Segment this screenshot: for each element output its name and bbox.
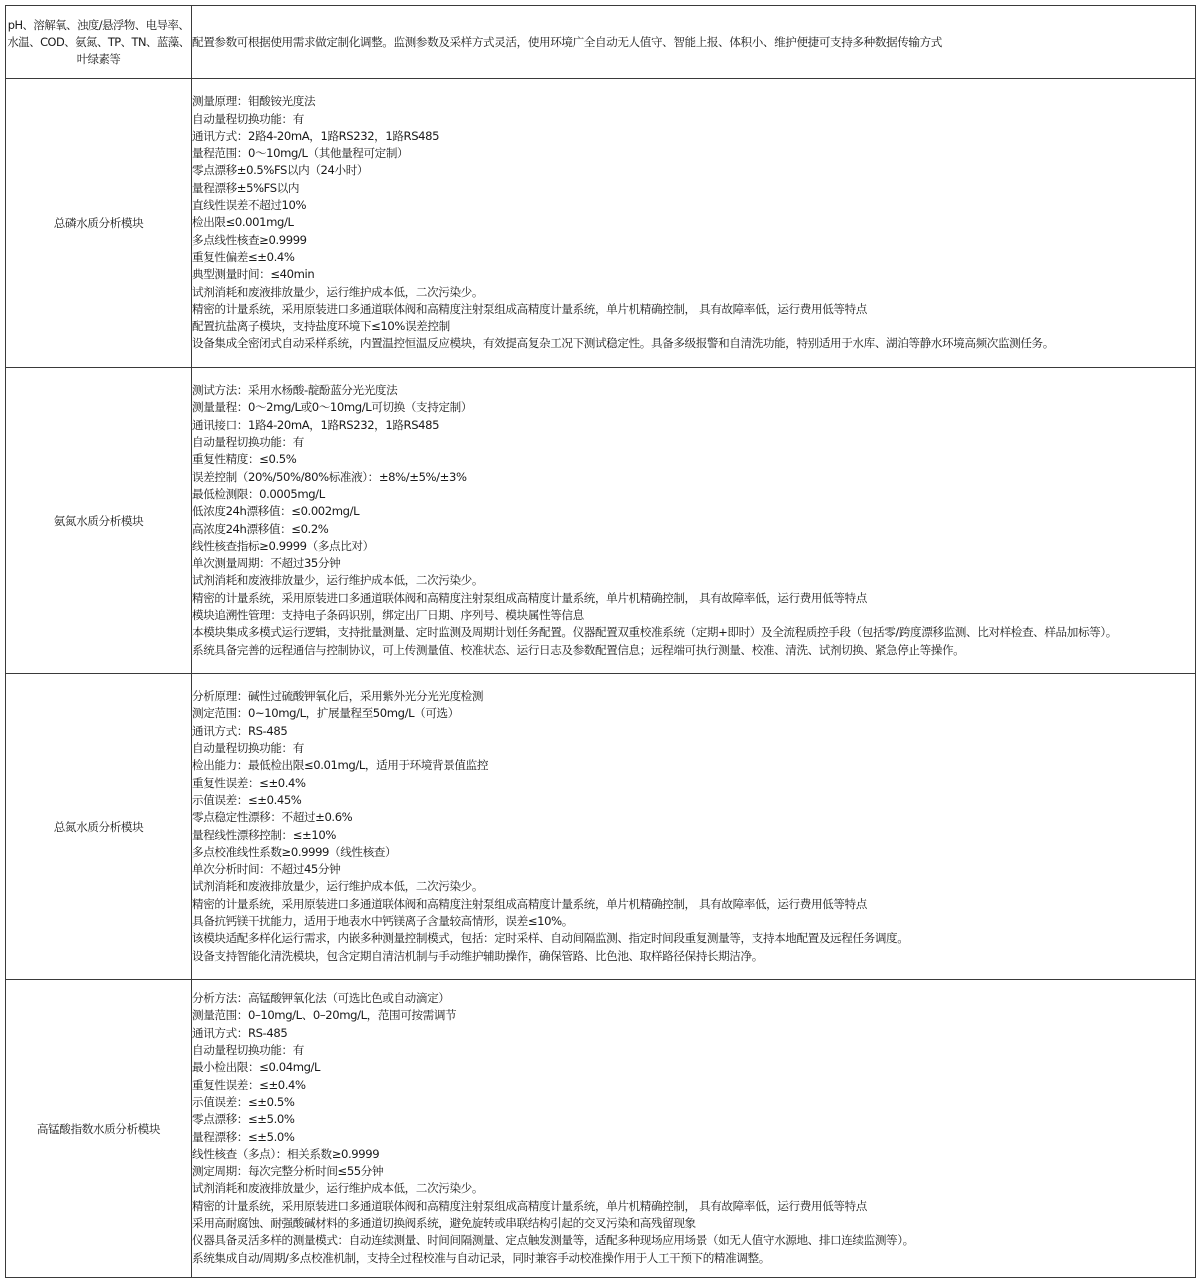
spec-line: 多点线性核查≥0.9999 xyxy=(192,232,307,247)
spec-line: 自动量程切换功能：有 xyxy=(192,741,304,756)
parameter-description-cell: 配置参数可根据使用需求做定制化调整。监测参数及采样方式灵活，使用环境广全自动无人值守、智能上报、体积小、维护便捷可支持多种数据传输方式 xyxy=(192,6,1196,79)
spec-line: 低浓度24h漂移值：≤0.002mg/L xyxy=(192,504,360,519)
spec-line: 直线性误差不超过10% xyxy=(192,198,307,213)
spec-line: 该模块适配多样化运行需求，内嵌多种测量控制模式，包括：定时采样、自动间隔监测、指定时间段重复测量等，支持本地配置及远程任务调度。 xyxy=(192,931,909,946)
spec-line: 试剂消耗和废液排放量少，运行维护成本低，二次污染少。 xyxy=(192,284,484,299)
spec-line: 仪器具备灵活多样的测量模式：自动连续测量、时间间隔测量、定点触发测量等，适配多种现场应用场景（如无人值守水源地、排口连续监测等）。 xyxy=(192,1233,914,1248)
spec-line: 线性核查（多点）：相关系数≥0.9999 xyxy=(192,1146,380,1161)
table-row xyxy=(6,674,1196,980)
spec-line: 通讯接口：1路4-20mA，1路RS232，1路RS485 xyxy=(192,417,440,432)
spec-line: 精密的计量系统，采用原装进口多通道联体阀和高精度注射泵组成高精度计量系统，单片机精确控制， 具有故障率低，运行费用低等特点 xyxy=(192,1198,867,1213)
spec-line: 线性核查指标≥0.9999（多点比对） xyxy=(192,538,374,553)
spec-line: 自动量程切换功能：有 xyxy=(192,435,304,450)
spec-line: 量程范围：0～10mg/L（其他量程可定制） xyxy=(192,146,409,161)
table-row xyxy=(6,980,1196,1278)
spec-line: 高浓度24h漂移值：≤0.2% xyxy=(192,521,329,536)
spec-line: 量程漂移：≤±5.0% xyxy=(192,1129,295,1144)
spec-line: 通讯方式：RS-485 xyxy=(192,723,288,738)
spec-line: 测量范围：0–10mg/L、0–20mg/L，范围可按需调节 xyxy=(192,1008,457,1023)
spec-line: 自动量程切换功能：有 xyxy=(192,1043,304,1058)
spec-line: 零点漂移：≤±5.0% xyxy=(192,1112,295,1127)
spec-line: 测定范围：0~10mg/L，扩展量程至50mg/L（可选） xyxy=(192,706,459,721)
module-name-permanganate-index: 高锰酸指数水质分析模块 xyxy=(6,980,192,1278)
spec-line: 测量原理：钼酸铵光度法 xyxy=(192,94,316,109)
spec-line: 试剂消耗和废液排放量少，运行维护成本低，二次污染少。 xyxy=(192,573,484,588)
spec-line: 精密的计量系统，采用原装进口多通道联体阀和高精度注射泵组成高精度计量系统，单片机精确控制， 具有故障率低，运行费用低等特点 xyxy=(192,896,867,911)
spec-line: 示值误差：≤±0.45% xyxy=(192,792,302,807)
spec-line: 采用高耐腐蚀、耐强酸碱材料的多通道切换阀系统，避免旋转或串联结构引起的交叉污染和高残留现象 xyxy=(192,1215,696,1230)
spec-line: 系统具备完善的远程通信与控制协议，可上传测量值、校准状态、运行日志及参数配置信息；远程端可执行测量、校准、清洗、试剂切换、紧急停止等操作。 xyxy=(192,642,965,657)
module-specs-ammonia-nitrogen xyxy=(192,368,1196,674)
spec-line: 典型测量时间：≤40min xyxy=(192,267,315,282)
spec-line: 最低检测限：0.0005mg/L xyxy=(192,486,325,501)
spec-line: 测量量程：0～2mg/L或0～10mg/L可切换（支持定制） xyxy=(192,400,473,415)
spec-line: 系统集成自动/周期/多点校准机制，支持全过程校准与自动记录，同时兼容手动校准操作用于人工干预下的精准调整。 xyxy=(192,1250,770,1265)
spec-line: 测定周期：每次完整分析时间≤55分钟 xyxy=(192,1164,384,1179)
table-row xyxy=(6,6,1196,79)
spec-line: 具备抗钙镁干扰能力，适用于地表水中钙镁离子含量较高情形，误差≤10%。 xyxy=(192,913,573,928)
spec-line: 零点稳定性漂移：不超过±0.6% xyxy=(192,810,353,825)
table-row xyxy=(6,79,1196,368)
spec-line: 量程线性漂移控制：≤±10% xyxy=(192,827,336,842)
spec-line: 通讯方式：RS-485 xyxy=(192,1025,288,1040)
spec-line: 分析原理：碱性过硫酸钾氧化后，采用紫外光分光光度检测 xyxy=(192,689,484,704)
module-specs-total-phosphorus xyxy=(192,79,1196,368)
module-specs-total-nitrogen xyxy=(192,674,1196,980)
spec-line: 本模块集成多模式运行逻辑，支持批量测量、定时监测及周期计划任务配置。仪器配置双重校准系统（定期+即时）及全流程质控手段（包括零/跨度漂移监测、比对样检查、样品加标等）。 xyxy=(192,625,1117,640)
spec-table xyxy=(5,5,1196,1278)
spec-line: 重复性误差：≤±0.4% xyxy=(192,775,306,790)
module-name-ammonia-nitrogen: 氨氮水质分析模块 xyxy=(6,368,192,674)
spec-line: 零点漂移±0.5%FS以内（24小时） xyxy=(192,163,369,178)
spec-line: 重复性精度：≤0.5% xyxy=(192,452,297,467)
spec-line: 自动量程切换功能：有 xyxy=(192,111,304,126)
table-row xyxy=(6,368,1196,674)
spec-line: 设备集成全密闭式自动采样系统，内置温控恒温反应模块，有效提高复杂工况下测试稳定性。具备多级报警和自清洗功能，特别适用于水库、湖泊等静水环境高频次监测任务。 xyxy=(192,336,1054,351)
spec-line: 单次分析时间：不超过45分钟 xyxy=(192,862,341,877)
module-name-total-phosphorus: 总磷水质分析模块 xyxy=(6,79,192,368)
spec-line: 设备支持智能化清洗模块，包含定期自清洁机制与手动维护辅助操作，确保管路、比色池、取样路径保持长期洁净。 xyxy=(192,948,763,963)
spec-line: 通讯方式：2路4-20mA，1路RS232，1路RS485 xyxy=(192,128,440,143)
spec-line: 单次测量周期：不超过35分钟 xyxy=(192,556,341,571)
module-name-total-nitrogen: 总氮水质分析模块 xyxy=(6,674,192,980)
spec-line: 多点校准线性系数≥0.9999（线性核查） xyxy=(192,844,397,859)
spec-line: 精密的计量系统，采用原装进口多通道联体阀和高精度注射泵组成高精度计量系统，单片机精确控制， 具有故障率低，运行费用低等特点 xyxy=(192,301,867,316)
spec-line: 检出限≤0.001mg/L xyxy=(192,215,294,230)
spec-line: 误差控制（20%/50%/80%标准液）：±8%/±5%/±3% xyxy=(192,469,467,484)
spec-line: 分析方法：高锰酸钾氧化法（可选比色或自动滴定） xyxy=(192,991,450,1006)
spec-line: 测试方法：采用水杨酸-靛酚蓝分光光度法 xyxy=(192,383,398,398)
spec-line: 配置抗盐离子模块，支持盐度环境下≤10%误差控制 xyxy=(192,319,450,334)
spec-line: 模块追溯性管理：支持电子条码识别，绑定出厂日期、序列号、模块属性等信息 xyxy=(192,607,584,622)
spec-line: 重复性误差：≤±0.4% xyxy=(192,1077,306,1092)
spec-line: 最小检出限：≤0.04mg/L xyxy=(192,1060,321,1075)
spec-line: 重复性偏差≤±0.4% xyxy=(192,249,295,264)
spec-line: 试剂消耗和废液排放量少，运行维护成本低，二次污染少。 xyxy=(192,1181,484,1196)
parameter-names-cell: pH、溶解氧、浊度/悬浮物、电导率、水温、COD、氨氮、TP、TN、蓝藻、叶绿素等 xyxy=(6,6,192,79)
spec-line: 精密的计量系统，采用原装进口多通道联体阀和高精度注射泵组成高精度计量系统，单片机精确控制， 具有故障率低，运行费用低等特点 xyxy=(192,590,867,605)
spec-line: 量程漂移±5%FS以内 xyxy=(192,180,300,195)
module-specs-permanganate-index xyxy=(192,980,1196,1278)
spec-line: 检出能力：最低检出限≤0.01mg/L，适用于环境背景值监控 xyxy=(192,758,489,773)
spec-line: 示值误差：≤±0.5% xyxy=(192,1094,295,1109)
spec-line: 试剂消耗和废液排放量少，运行维护成本低，二次污染少。 xyxy=(192,879,484,894)
